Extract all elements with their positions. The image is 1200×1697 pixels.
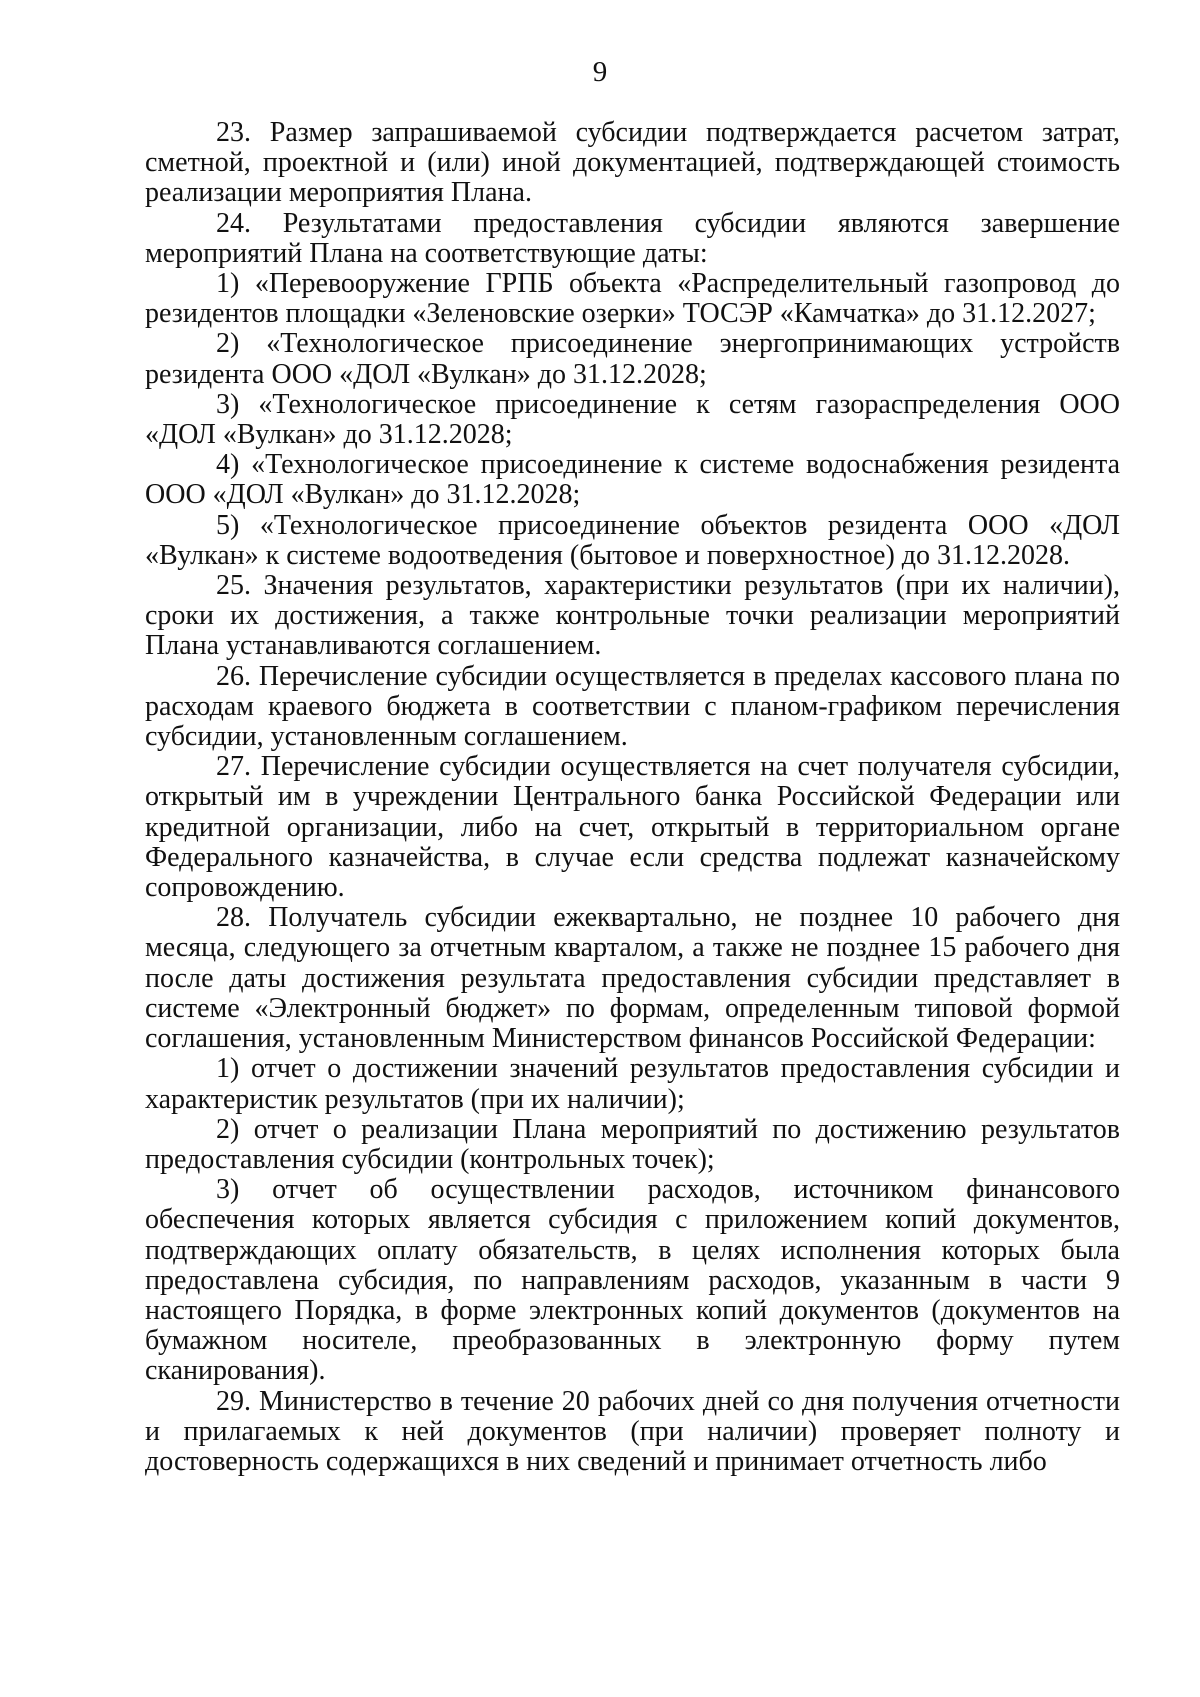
document-body: [145, 118, 1120, 1477]
list-item-24-2: 2) «Технологическое присоединение энергопринимающих устройств резидента ООО «ДОЛ «Вулкан» до 31.12.2028;: [145, 328, 1120, 390]
paragraph-29: 29. Министерство в течение 20 рабочих дней со дня получения отчетности и прилагаемых к ней документов (при наличии) проверяет полноту и достоверность содержащихся в них сведений и принимает отчетность либо: [145, 1385, 1120, 1477]
list-item-24-4: 4) «Технологическое присоединение к системе водоснабжения резидента ООО «ДОЛ «Вулкан» до 31.12.2028;: [145, 449, 1120, 511]
list-item-28-3: 3) отчет об осуществлении расходов, источником финансового обеспечения которых является субсидия с приложением копий документов, подтверждающих оплату обязательств, в целях исполнения которых была предоставлена субсидия, по направлениям расходов, указанным в части 9 настоящего Порядка, в форме электронных копий документов (документов на бумажном носителе, преобразованных в электронную форму путем сканирования).: [145, 1174, 1120, 1387]
paragraph-28: 28. Получатель субсидии ежеквартально, не позднее 10 рабочего дня месяца, следующего за отчетным кварталом, а также не позднее 15 рабочего дня после даты достижения результата предоставления субсидии представляет в системе «Электронный бюджет» по формам, определенным типовой формой соглашения, установленным Министерством финансов Российской Федерации:: [145, 902, 1120, 1055]
list-item-24-1: 1) «Перевооружение ГРПБ объекта «Распределительный газопровод до резидентов площадки «Зеленовские озерки» ТОСЭР «Камчатка» до 31.12.2027;: [145, 268, 1120, 330]
page-number: 9: [592, 56, 608, 88]
list-item-28-2: 2) отчет о реализации Плана мероприятий по достижению результатов предоставления субсидии (контрольных точек);: [145, 1113, 1120, 1175]
paragraph-23: 23. Размер запрашиваемой субсидии подтверждается расчетом затрат, сметной, проектной и (или) иной документацией, подтверждающей стоимость реализации мероприятия Плана.: [145, 117, 1120, 209]
paragraph-25: 25. Значения результатов, характеристики результатов (при их наличии), сроки их достижения, а также контрольные точки реализации мероприятий Плана устанавливаются соглашением.: [145, 570, 1120, 662]
list-item-28-1: 1) отчет о достижении значений результатов предоставления субсидии и характеристик результатов (при их наличии);: [145, 1053, 1120, 1115]
paragraph-26: 26. Перечисление субсидии осуществляется в пределах кассового плана по расходам краевого бюджета в соответствии с планом-графиком перечисления субсидии, установленным соглашением.: [145, 660, 1120, 753]
list-item-24-3: 3) «Технологическое присоединение к сетям газораспределения ООО «ДОЛ «Вулкан» до 31.12.2028;: [145, 388, 1120, 451]
paragraph-24: 24. Результатами предоставления субсидии являются завершение мероприятий Плана на соответствующие даты:: [145, 207, 1120, 269]
paragraph-27: 27. Перечисление субсидии осуществляется на счет получателя субсидии, открытый им в учреждении Центрального банка Российской Федерации или кредитной организации, либо на счет, открытый в территориальном органе Федерального казначейства, в случае если средства подлежат казначейскому сопровождению.: [145, 751, 1120, 904]
list-item-24-5: 5) «Технологическое присоединение объектов резидента ООО «ДОЛ «Вулкан» к системе водоотведения (бытовое и поверхностное) до 31.12.2028.: [145, 509, 1120, 571]
